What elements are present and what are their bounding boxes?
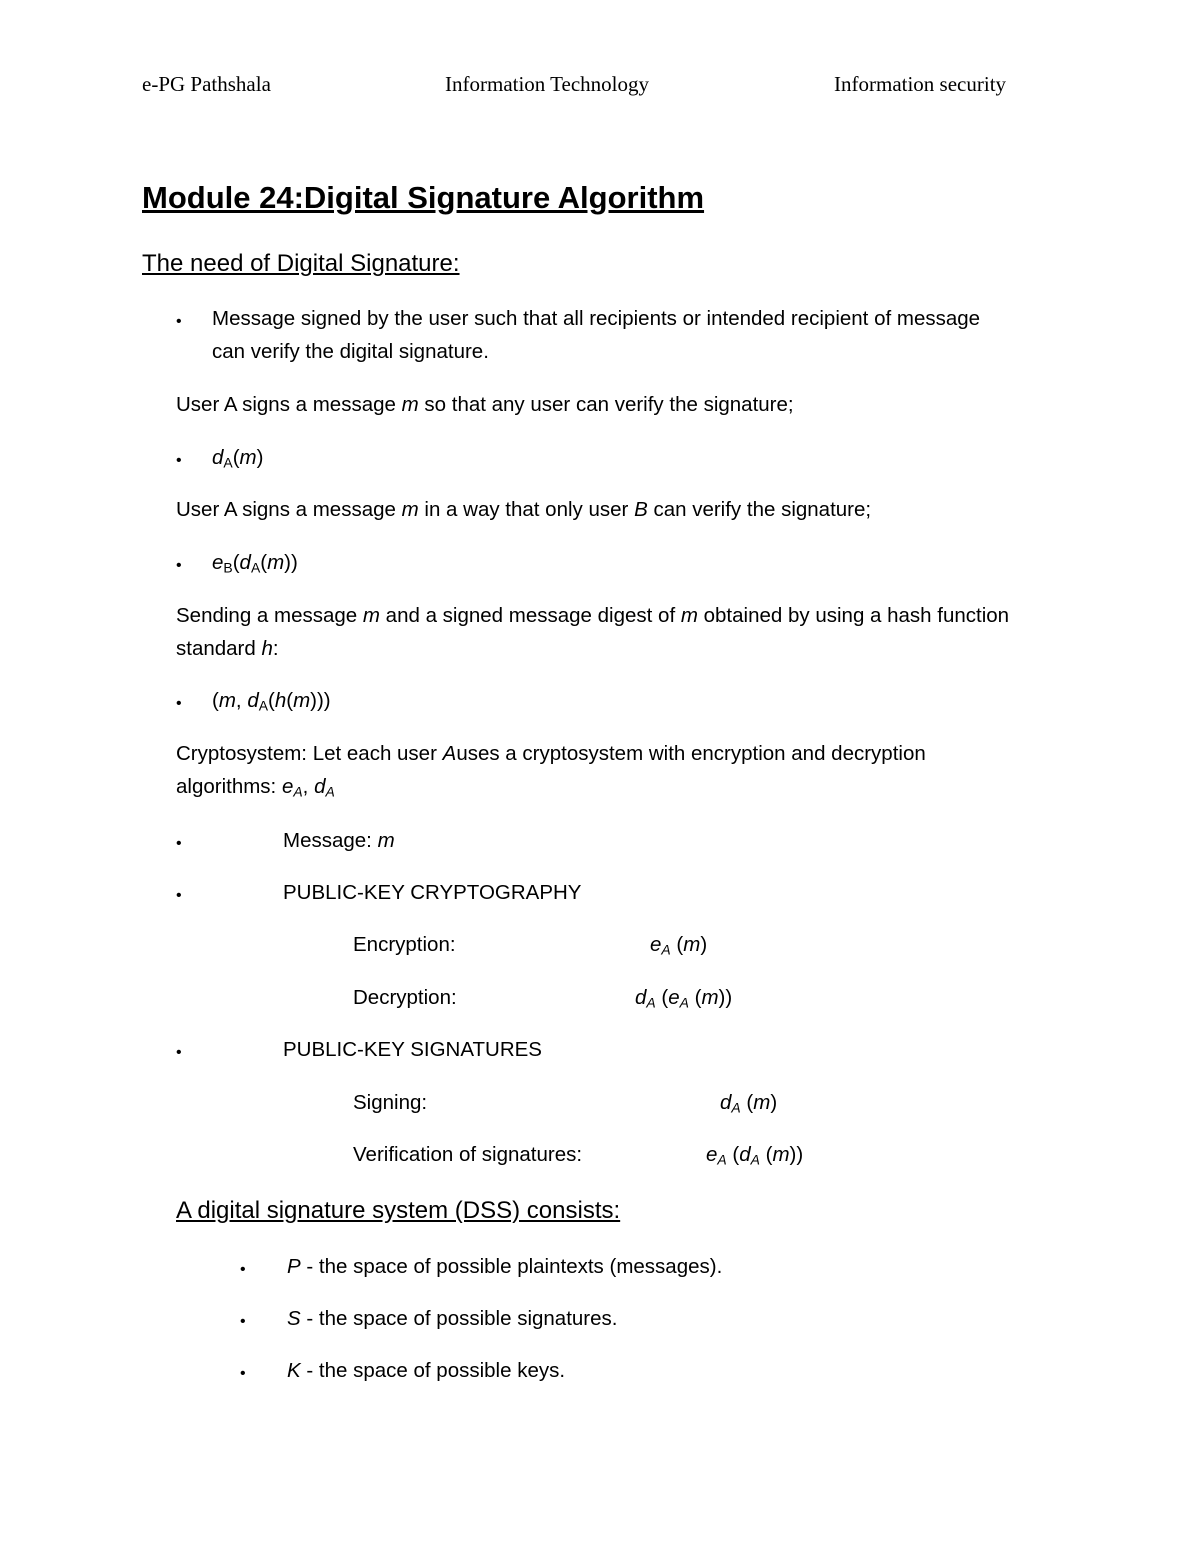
signing-label: Signing: [353, 1091, 428, 1114]
paragraph-any-user-verify: User A signs a message m so that any user can verify the signature; [176, 393, 794, 416]
bullet-marker: • [176, 1044, 182, 1061]
public-key-signatures-label: PUBLIC-KEY SIGNATURES [283, 1038, 542, 1061]
encryption-formula: $e_A$ (m) [650, 933, 708, 958]
paragraph-only-b-verify: User A signs a message m in a way that only user B can verify the signature; [176, 498, 872, 521]
dss-item-plaintexts: P - the space of possible plaintexts (messages). [287, 1255, 723, 1278]
bullet-marker: • [240, 1365, 246, 1382]
message-item: Message: m [283, 829, 395, 852]
bullet-marker: • [176, 452, 182, 469]
header-center: Information Technology [445, 72, 650, 96]
encryption-label: Encryption: [353, 933, 456, 956]
bullet-marker: • [240, 1313, 246, 1330]
formula-m-dA-h-m: (m, $d_A(h(m))$) [212, 689, 331, 714]
dss-item-keys: K - the space of possible keys. [287, 1359, 566, 1382]
paragraph-hash-line2: standard h: [176, 637, 279, 660]
formula-eB-dA-m: $e_B(d_A(m))$ [212, 551, 298, 576]
dss-item-signatures: S - the space of possible signatures. [287, 1307, 618, 1330]
public-key-cryptography-label: PUBLIC-KEY CRYPTOGRAPHY [283, 881, 582, 904]
bullet1-line1: Message signed by the user such that all recipients or intended recipient of message [212, 307, 981, 330]
paragraph-cryptosystem-line2: algorithms: $e_A$, $d_A$ [176, 775, 335, 800]
bullet-marker: • [176, 557, 182, 574]
formula-dA-m: $d_A(m)$ [212, 446, 264, 471]
decryption-formula: $d_A$ ($e_A$ (m)) [635, 986, 733, 1011]
header-right: Information security [834, 72, 1007, 96]
verification-label: Verification of signatures: [353, 1143, 583, 1166]
section-heading-need: The need of Digital Signature: [142, 250, 460, 277]
signing-formula: $d_A$ (m) [720, 1091, 778, 1116]
bullet-marker: • [176, 835, 182, 852]
bullet1-line2: can verify the digital signature. [212, 340, 489, 363]
bullet-marker: • [176, 887, 182, 904]
section-heading-dss: A digital signature system (DSS) consists: [176, 1197, 621, 1224]
page-title: Module 24:Digital Signature Algorithm [142, 180, 705, 215]
paragraph-hash-line1: Sending a message m and a signed message digest of m obtained by using a hash function [176, 604, 1010, 627]
bullet-marker: • [240, 1261, 246, 1278]
paragraph-cryptosystem-line1: Cryptosystem: Let each user Auses a cryptosystem with encryption and decryption [176, 742, 926, 765]
verification-formula: $e_A$ ($d_A$ (m)) [706, 1143, 804, 1168]
bullet-marker: • [176, 695, 182, 712]
bullet-marker: • [176, 313, 182, 330]
header-left: e-PG Pathshala [142, 72, 271, 96]
decryption-label: Decryption: [353, 986, 457, 1009]
